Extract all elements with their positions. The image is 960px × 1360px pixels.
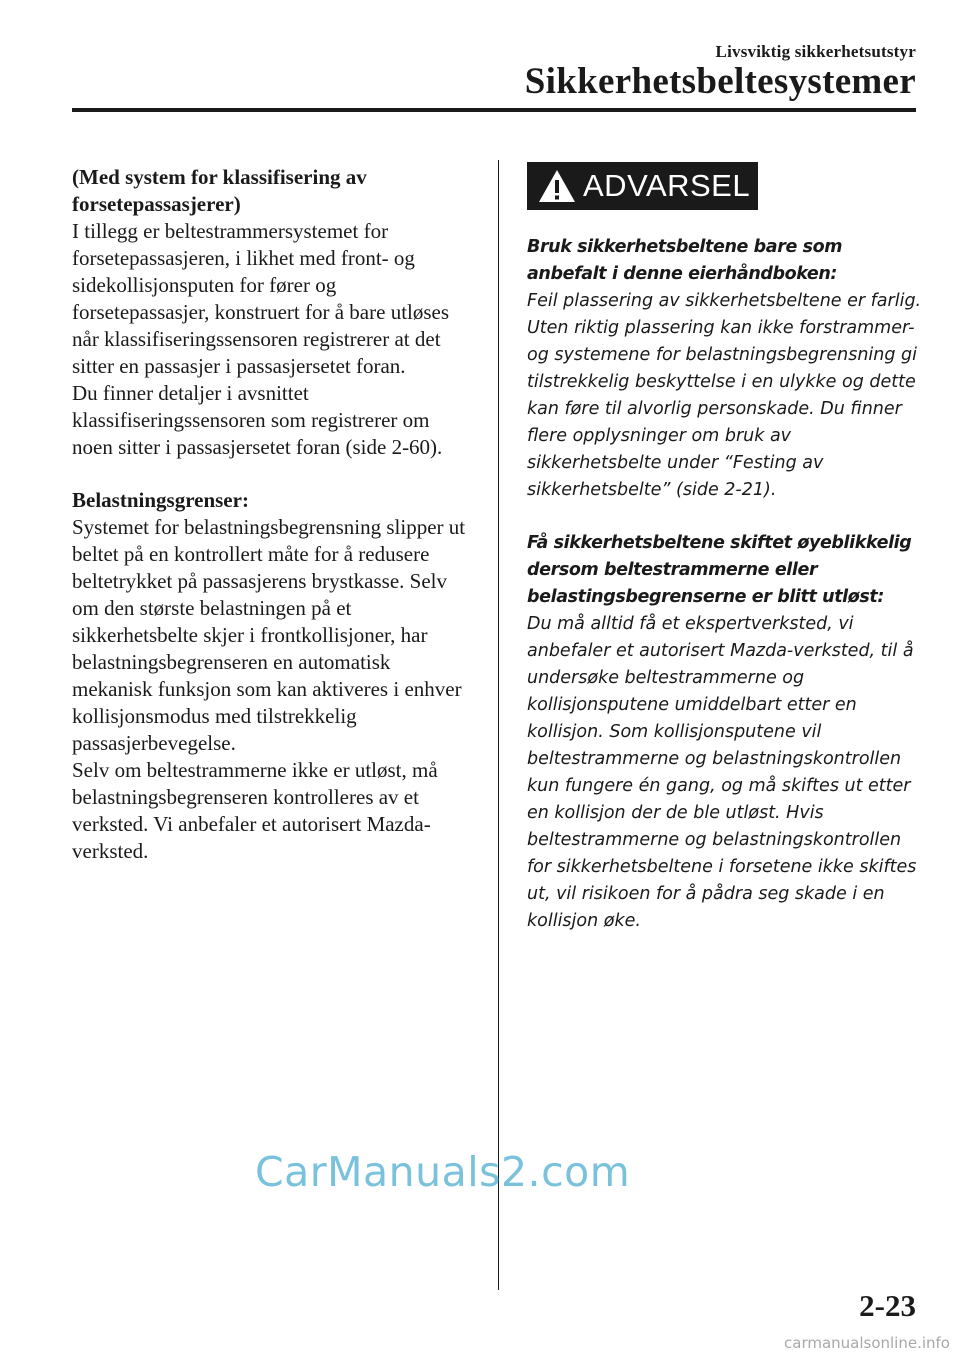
page-title: Sikkerhetsbeltesystemer: [524, 61, 916, 102]
footer-watermark: carmanualsonline.info: [784, 1334, 950, 1352]
warning-triangle-icon: [537, 168, 577, 204]
section-title: Livsviktig sikkerhetsutstyr: [715, 42, 916, 61]
column-divider: [498, 160, 499, 1290]
left-column: [72, 164, 472, 865]
paragraph: Systemet for belastningsbegrensning slipper ut beltet på en kontrollert måte for å redusere beltetrykket på passasjerens brystkasse. Selv om den største belastningen på et sikkerhetsbelte skjer i frontkollisjoner, har belastningsbegrenseren en automatisk mekanisk funksjon som kan aktiveres i enhver kollisjonsmodus med tilstrekkelig passasjerbevegelse.: [72, 515, 466, 755]
warning-label: ADVARSEL: [583, 168, 751, 203]
warning-heading: Få sikkerhetsbeltene skiftet øyeblikkelig dersom beltestrammerne eller belastingsbegrenserne er blitt utløst:: [527, 533, 912, 607]
warning-badge: [527, 162, 758, 210]
load-limiter-heading: Belastningsgrenser:: [72, 488, 249, 512]
warning-box: [527, 162, 922, 935]
watermark: CarManuals2.com: [255, 1148, 631, 1196]
paragraph: Selv om beltestrammerne ikke er utløst, må belastningsbegrenseren kontrolleres av et verksted. Vi anbefaler et autorisert Mazda-verksted.: [72, 758, 438, 863]
header-rule: [72, 108, 916, 112]
warning-text: Feil plassering av sikkerhetsbeltene er farlig. Uten riktig plassering kan ikke forstrammer- og systemene for belastningsbegrensning gi tilstrekkelig beskyttelse i en ulykke og dette kan føre til alvorlig personskade. Du finner flere opplysninger om bruk av sikkerhetsbelte under “Festing av sikkerhetsbelte” (side 2-21).: [527, 291, 922, 500]
passenger-classification-heading: (Med system for klassifisering av forsetepassasjerer): [72, 165, 367, 216]
warning-body: [527, 234, 922, 935]
warning-heading: Bruk sikkerhetsbeltene bare som anbefalt i denne eierhåndboken:: [527, 237, 843, 284]
page-number: 2-23: [859, 1288, 916, 1323]
warning-text: Du må alltid få et ekspertverksted, vi anbefaler et autorisert Mazda-verksted, til å undersøke beltestrammerne og kollisjonsputene umiddelbart etter en kollisjon. Som kollisjonsputene vil beltestrammerne og belastningskontrollen kun fungere én gang, og må skiftes ut etter en kollisjon der de ble utløst. Hvis beltestrammerne og belastningskontrollen for sikkerhetsbeltene i forsetene ikke skiftes ut, vil risikoen for å pådra seg skade i en kollisjon øke.: [527, 614, 917, 931]
paragraph: I tillegg er beltestrammersystemet for forsetepassasjeren, i likhet med front- og sidekollisjonsputen for fører og forsetepassasjer, konstruert for å bare utløses når klassifiseringssensoren registrerer at det sitter en passasjer i passasjersetet foran.: [72, 219, 450, 378]
paragraph: Du finner detaljer i avsnittet klassifiseringssensoren som registrerer om noen sitter i passasjersetet foran (side 2-60).: [72, 381, 443, 459]
